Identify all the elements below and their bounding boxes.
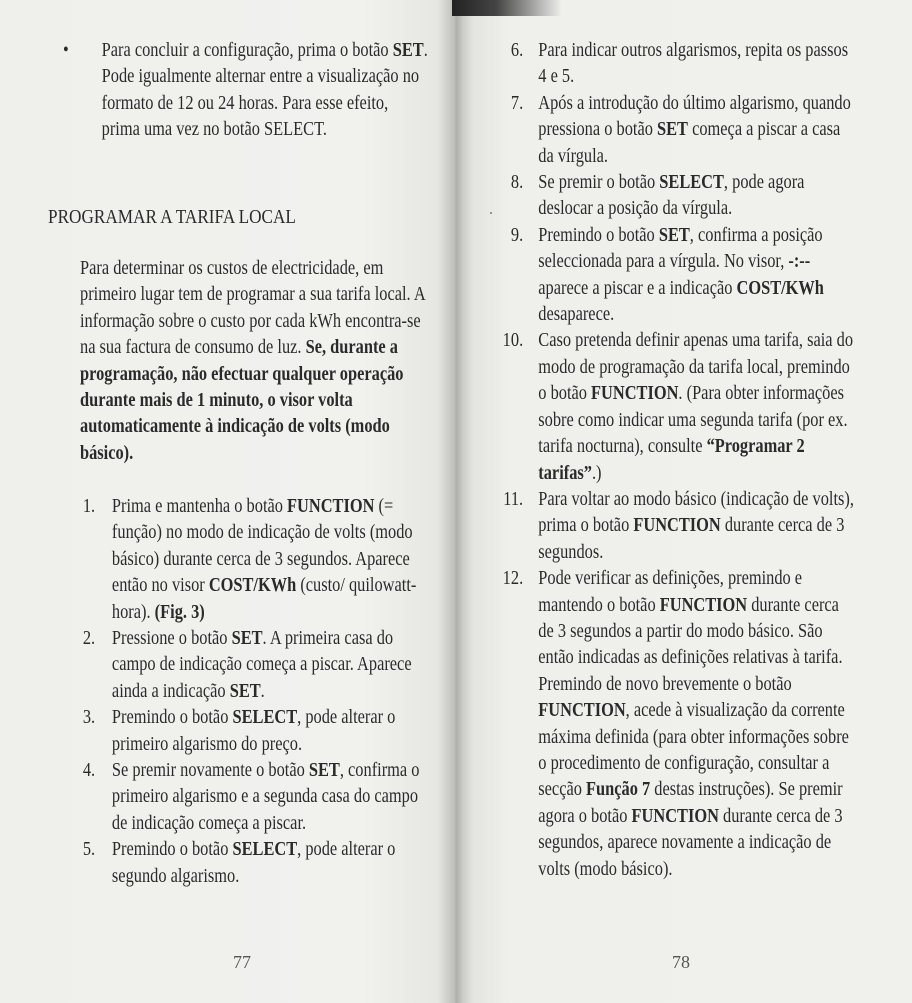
step-number: 2. — [82, 628, 96, 650]
step-text — [538, 170, 856, 223]
paper-speck — [490, 212, 492, 214]
step-number: 11. — [503, 488, 524, 510]
text-run: Pode verificar as definições, premindo e mantendo o botão — [538, 568, 803, 616]
text-run: , confirma o primeiro algarismo e a segunda casa do campo de indicação começa a piscar. — [111, 760, 420, 834]
step-text — [112, 626, 433, 705]
text-run: durante cerca de 3 segundos, aparece novamente a indicação de volts (modo básico). — [538, 805, 843, 880]
text-run: , pode agora deslocar a posição da vírgula. — [538, 172, 805, 220]
page-number-right: 78 — [672, 952, 690, 972]
bold-text: SELECT — [232, 839, 298, 861]
step-number: 7. — [510, 92, 524, 114]
step-number: 8. — [510, 172, 524, 194]
text-run: Caso pretenda definir apenas uma tarifa, saia do modo de programação da tarifa local, premindo o botão — [538, 330, 854, 405]
text-run: Para voltar ao modo básico (indicação de volts), prima o botão — [538, 488, 854, 537]
steps-list-right — [503, 38, 856, 883]
step-text — [112, 494, 433, 626]
step-number: 12. — [502, 568, 524, 590]
text-run: , pode alterar o segundo algarismo. — [111, 839, 396, 887]
bold-text: (Fig. 3) — [154, 601, 205, 623]
text-run: destas instruções). Se premir agora o botão — [538, 779, 843, 827]
bold-text: SELECT — [232, 707, 298, 729]
right-page — [455, 0, 912, 1003]
bold-text: FUNCTION — [659, 594, 748, 616]
bold-text: COST/KWh — [208, 575, 297, 597]
bold-text: Se, durante a programação, não efectuar qualquer operação durante mais de 1 minuto, o visor volta automaticamente à indicação de volts (modo básico). — [80, 337, 404, 464]
text-run: . (Para obter informações sobre como indicar uma segunda tarifa (por ex. tarifa nocturna), consulte — [538, 383, 848, 458]
step-text — [112, 705, 433, 758]
list-item — [503, 487, 856, 566]
text-run: durante cerca de 3 segundos. — [538, 515, 845, 563]
list-item — [80, 626, 433, 705]
bullet-text — [102, 38, 430, 144]
step-number: 3. — [82, 707, 96, 729]
step-number: 6. — [510, 40, 524, 61]
bold-text: FUNCTION — [631, 805, 719, 827]
step-text — [538, 328, 856, 486]
list-item — [503, 38, 856, 91]
text-run: (= função) no modo de indicação de volts (modo básico) durante cerca de 3 segundos. Aparece então no visor — [111, 496, 413, 597]
text-run: , pode alterar o primeiro algarismo do preço. — [111, 707, 396, 755]
text-run: , acede à visualização da corrente máxima definida (para obter informações sobre o procedimento de configuração, consultar a secção — [538, 700, 849, 801]
section-heading: PROGRAMAR A TARIFA LOCAL — [48, 206, 296, 228]
step-text — [538, 38, 856, 91]
step-text — [538, 91, 856, 170]
bold-text: FUNCTION — [591, 383, 679, 405]
text-run: Para concluir a configuração, prima o botão — [101, 40, 393, 61]
bold-text: SET — [657, 119, 688, 141]
bullet-dot: • — [63, 40, 69, 61]
list-item — [503, 91, 856, 170]
text-run: . — [260, 680, 265, 702]
text-run: Para determinar os custos de electricidade, em primeiro lugar tem de programar a sua tarifa local. A informação sobre o custo por cada kWh encontra-se na sua factura de consumo de luz. — [80, 258, 425, 359]
text-run: aparece a piscar e a indicação — [538, 277, 737, 299]
book-spine-edge — [452, 0, 562, 16]
text-run: Premindo o botão — [538, 224, 659, 246]
text-run: Pressione o botão — [111, 628, 232, 650]
text-run: Se premir novamente o botão — [111, 760, 309, 782]
step-text — [112, 758, 433, 837]
text-run: durante cerca de 3 segundos a partir do modo básico. São então indicadas as definições relativas à tarifa. Premindo de novo brevemente o botão — [538, 594, 843, 695]
list-item — [503, 566, 856, 883]
text-run: Prima e mantenha o botão — [111, 496, 288, 517]
bold-text: SET — [392, 40, 424, 61]
step-number: 1. — [82, 496, 96, 517]
text-run: desaparece. — [538, 304, 615, 326]
list-item — [80, 758, 433, 837]
step-number: 10. — [502, 330, 524, 352]
bold-text: FUNCTION — [538, 700, 626, 722]
step-number: 5. — [82, 839, 96, 861]
text-run: . A primeira casa do campo de indicação começa a piscar. Aparece ainda a indicação — [111, 628, 412, 702]
text-run: Para indicar outros algarismos, repita os passos 4 e 5. — [538, 40, 849, 88]
bold-text: SET — [658, 224, 690, 246]
intro-paragraph — [80, 256, 429, 467]
text-run: . — [322, 119, 327, 141]
step-number: 9. — [510, 224, 524, 246]
text-run: Após a introdução do último algarismo, quando pressiona o botão — [538, 92, 851, 141]
bold-text: “Programar 2 tarifas” — [538, 436, 805, 484]
bold-text: SET — [308, 760, 340, 782]
step-text — [538, 566, 856, 883]
bold-text: SET — [229, 680, 261, 702]
bold-text: COST/KWh — [736, 277, 824, 299]
step-text — [538, 487, 856, 566]
bold-text: Função 7 — [586, 779, 651, 801]
book-gutter-shadow — [438, 0, 474, 1003]
list-item — [80, 837, 433, 890]
text-run: .) — [591, 462, 602, 484]
left-page — [0, 0, 455, 1003]
text-run: Premindo o botão — [111, 707, 233, 729]
text-run: . Pode igualmente alternar entre a visualização no formato de 12 ou 24 horas. Para esse efeito, prima uma vez no botão — [101, 40, 428, 141]
text-run: Se premir o botão — [538, 172, 660, 194]
step-number: 4. — [82, 760, 96, 782]
step-text — [112, 837, 433, 890]
list-item — [503, 328, 856, 486]
list-item — [503, 223, 856, 329]
step-text — [538, 223, 856, 329]
steps-list-left — [80, 494, 433, 890]
list-item — [80, 705, 433, 758]
text-run: começa a piscar a casa da vírgula. — [538, 119, 841, 167]
text-run: , confirma a posição seleccionada para a vírgula. No visor, — [538, 224, 823, 273]
text-run: Premindo o botão — [111, 839, 233, 861]
bold-text: FUNCTION — [633, 515, 721, 537]
bold-text: SET — [231, 628, 263, 650]
bold-text: FUNCTION — [287, 496, 375, 517]
text-run: SELECT — [264, 119, 323, 141]
bold-text: -:-- — [788, 251, 811, 273]
text-run: (custo/ quilowatt-hora). — [111, 575, 417, 623]
bold-text: SELECT — [659, 172, 724, 194]
page-number-left: 77 — [233, 952, 251, 972]
list-item — [80, 494, 433, 626]
list-item — [503, 170, 856, 223]
